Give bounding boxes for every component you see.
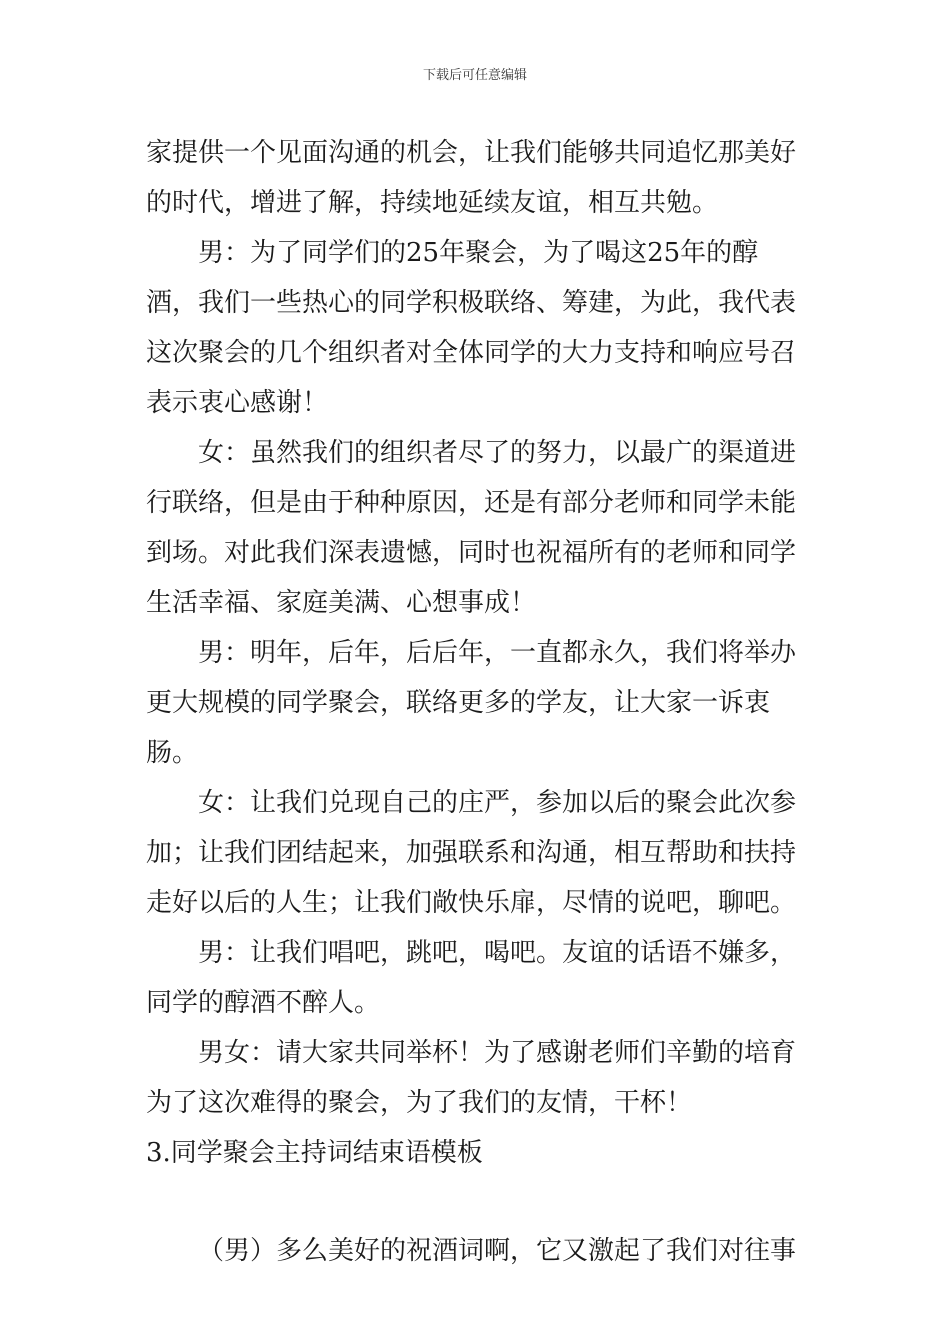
paragraph-6: 男：让我们唱吧，跳吧，喝吧。友谊的话语不嫌多，同学的醇酒不醉人。	[146, 938, 797, 1018]
paragraph-7: 男女：请大家共同举杯！为了感谢老师们辛勤的培育为了这次难得的聚会，为了我们的友情，干杯！	[146, 1038, 797, 1118]
paragraph-2: 男：为了同学们的25年聚会，为了喝这25年的醇酒，我们一些热心的同学积极联络、筹建，为此，我代表这次聚会的几个组织者对全体同学的大力支持和响应号召表示衷心感谢！	[146, 238, 797, 418]
paragraph-final: （男）多么美好的祝酒词啊，它又激起了我们对往事	[198, 1236, 797, 1266]
paragraph-5: 女：让我们兑现自己的庄严，参加以后的聚会此次参加；让我们团结起来，加强联系和沟通，相互帮助和扶持走好以后的人生；让我们敞快乐扉，尽情的说吧，聊吧。	[146, 788, 797, 918]
section-spacer	[146, 1178, 810, 1226]
document-body	[146, 128, 810, 1276]
section-heading: 3.同学聚会主持词结束语模板	[146, 1138, 483, 1168]
page-header-note: 下载后可任意编辑	[422, 68, 527, 83]
paragraph-3: 女：虽然我们的组织者尽了的努力，以最广的渠道进行联络，但是由于种种原因，还是有部分老师和同学未能到场。对此我们深表遗憾，同时也祝福所有的老师和同学生活幸福、家庭美满、心想事成！	[146, 438, 797, 618]
paragraph-1: 家提供一个见面沟通的机会，让我们能够共同追忆那美好的时代，增进了解，持续地延续友谊，相互共勉。	[146, 138, 797, 218]
paragraph-4: 男：明年，后年，后后年，一直都永久，我们将举办更大规模的同学聚会，联络更多的学友，让大家一诉衷肠。	[146, 638, 797, 768]
